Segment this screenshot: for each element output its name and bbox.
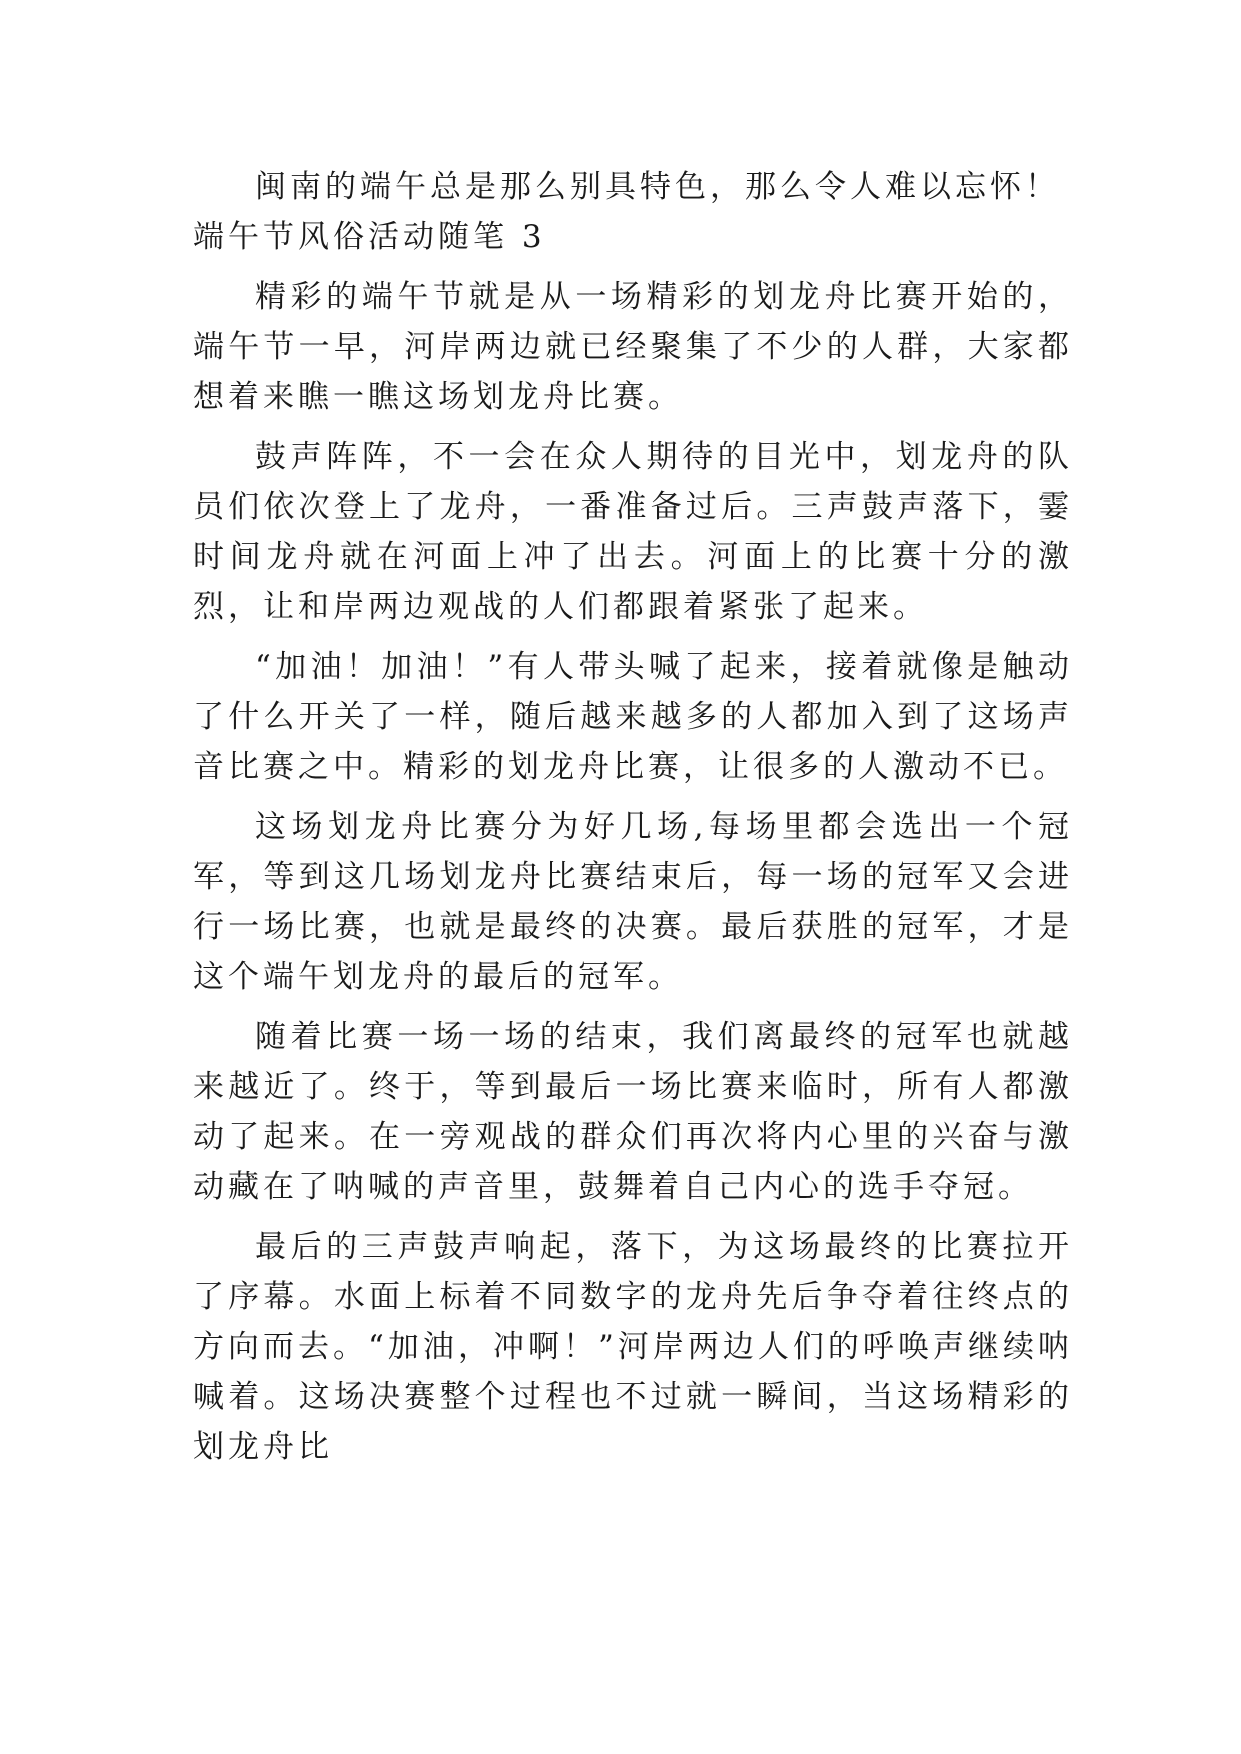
body-paragraph: 这场划龙舟比赛分为好几场,每场里都会选出一个冠军，等到这几场划龙舟比赛结束后，每一场的冠军又会进行一场比赛，也就是最终的决赛。最后获胜的冠军，才是这个端午划龙舟的最后的冠军。: [193, 809, 1073, 995]
body-paragraph: 鼓声阵阵，不一会在众人期待的目光中，划龙舟的队员们依次登上了龙舟，一番准备过后。三声鼓声落下，霎时间龙舟就在河面上冲了出去。河面上的比赛十分的激烈，让和岸两边观战的人们都跟着紧张了起来。: [193, 439, 1073, 625]
body-paragraph: 精彩的端午节就是从一场精彩的划龙舟比赛开始的，端午节一早，河岸两边就已经聚集了不少的人群，大家都想着来瞧一瞧这场划龙舟比赛。: [193, 279, 1073, 415]
intro-paragraph: 闽南的端午总是那么别具特色，那么令人难以忘怀！: [255, 169, 1060, 205]
body-paragraph: “加油！加油！”有人带头喊了起来，接着就像是触动了什么开关了一样，随后越来越多的人都加入到了这场声音比赛之中。精彩的划龙舟比赛，让很多的人激动不已。: [193, 649, 1073, 785]
body-paragraph: 随着比赛一场一场的结束，我们离最终的冠军也就越来越近了。终于，等到最后一场比赛来临时，所有人都激动了起来。在一旁观战的群众们再次将内心里的兴奋与激动藏在了呐喊的声音里，鼓舞着自己内心的选手夺冠。: [193, 1019, 1073, 1205]
document-body: [193, 162, 1073, 1482]
section-title: 端午节风俗活动随笔 3: [193, 219, 546, 255]
body-paragraph: 最后的三声鼓声响起，落下，为这场最终的比赛拉开了序幕。水面上标着不同数字的龙舟先后争夺着往终点的方向而去。“加油，冲啊！”河岸两边人们的呼唤声继续呐喊着。这场决赛整个过程也不过就一瞬间，当这场精彩的划龙舟比: [193, 1229, 1073, 1465]
